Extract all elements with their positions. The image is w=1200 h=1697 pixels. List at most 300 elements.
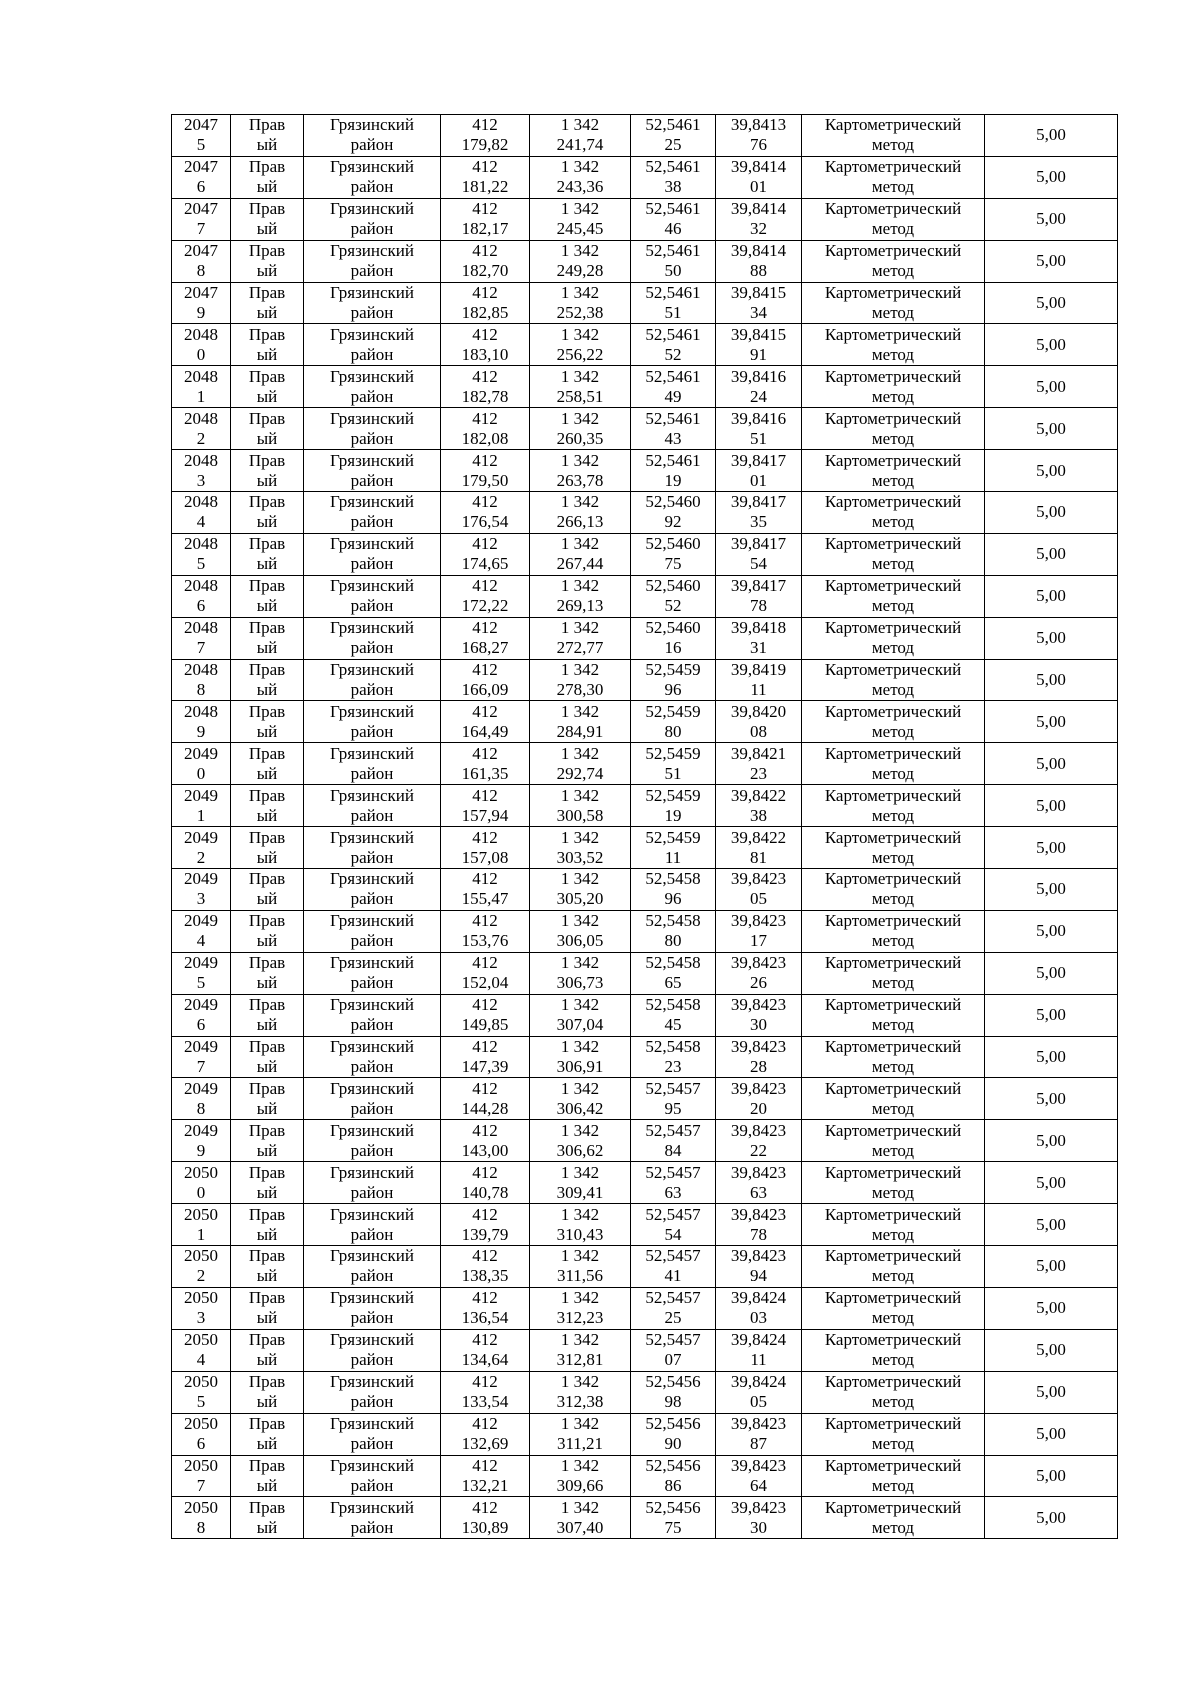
accuracy-cell: 5,00 <box>985 198 1118 240</box>
point-number-cell-line: 4 <box>196 1350 206 1370</box>
longitude-cell-line: 39,8415 <box>730 324 787 344</box>
bank-side-cell <box>231 366 304 408</box>
coordinate-x-cell <box>441 743 530 785</box>
method-cell-line: метод <box>871 428 915 448</box>
longitude-cell-line: 11 <box>750 1350 767 1370</box>
district-cell-line: район <box>350 763 394 783</box>
method-cell <box>802 1287 985 1329</box>
longitude-cell-line: 26 <box>750 973 767 993</box>
bank-side-cell-line: ый <box>256 1308 278 1328</box>
method-cell-line: Картометрический <box>824 1455 962 1475</box>
district-cell-line: район <box>350 931 394 951</box>
longitude-cell-line: 39,8423 <box>730 1204 787 1224</box>
coordinate-x-cell <box>441 827 530 869</box>
method-cell-line: Картометрический <box>824 534 962 554</box>
longitude-cell-line: 39,8423 <box>730 1078 787 1098</box>
coordinate-y-cell-line: 311,21 <box>556 1434 604 1454</box>
method-cell <box>802 827 985 869</box>
table-row <box>172 533 1118 575</box>
coordinate-x-cell-line: 133,54 <box>461 1392 509 1412</box>
bank-side-cell <box>231 1287 304 1329</box>
latitude-cell <box>631 366 716 408</box>
coordinate-y-cell <box>530 617 631 659</box>
longitude-cell-line: 39,8423 <box>730 1414 787 1434</box>
bank-side-cell-line: ый <box>256 931 278 951</box>
longitude-cell <box>716 827 802 869</box>
coordinate-x-cell-line: 412 <box>472 408 498 428</box>
point-number-cell-line: 6 <box>196 596 206 616</box>
accuracy-cell: 5,00 <box>985 282 1118 324</box>
longitude-cell-line: 39,8423 <box>730 869 787 889</box>
longitude-cell <box>716 785 802 827</box>
coordinate-y-cell-line: 1 342 <box>560 324 600 344</box>
coordinate-x-cell <box>441 1078 530 1120</box>
coordinate-y-cell-line: 1 342 <box>560 743 600 763</box>
method-cell-line: Картометрический <box>824 408 962 428</box>
bank-side-cell <box>231 785 304 827</box>
coordinate-x-cell-line: 412 <box>472 953 498 973</box>
table-row <box>172 827 1118 869</box>
district-cell-line: Грязинский <box>330 1078 414 1098</box>
point-number-cell-line: 2047 <box>184 115 218 135</box>
method-cell-line: Картометрический <box>824 366 962 386</box>
district-cell-line: район <box>350 1475 394 1495</box>
method-cell-line: Картометрический <box>824 576 962 596</box>
method-cell-line: Картометрический <box>824 1120 962 1140</box>
coordinate-y-cell-line: 260,35 <box>556 428 604 448</box>
bank-side-cell-line: ый <box>256 261 278 281</box>
coordinate-y-cell <box>530 1036 631 1078</box>
district-cell <box>304 198 441 240</box>
accuracy-cell: 5,00 <box>985 1413 1118 1455</box>
longitude-cell-line: 39,8423 <box>730 1455 787 1475</box>
coordinate-x-cell <box>441 1120 530 1162</box>
latitude-cell-line: 46 <box>664 219 682 239</box>
point-number-cell-line: 2 <box>196 1266 206 1286</box>
bank-side-cell-line: ый <box>256 680 278 700</box>
longitude-cell-line: 39,8423 <box>730 1162 787 1182</box>
bank-side-cell-line: ый <box>256 1098 278 1118</box>
longitude-cell-line: 78 <box>750 1224 767 1244</box>
coordinate-y-cell-line: 1 342 <box>560 283 600 302</box>
coordinate-y-cell-line: 1 342 <box>560 115 600 135</box>
point-number-cell-line: 0 <box>196 344 206 364</box>
district-cell-line: Грязинский <box>330 827 414 847</box>
method-cell <box>802 659 985 701</box>
district-cell-line: район <box>350 889 394 909</box>
accuracy-cell: 5,00 <box>985 575 1118 617</box>
point-number-cell <box>172 450 231 492</box>
accuracy-cell: 5,00 <box>985 366 1118 408</box>
table-row <box>172 282 1118 324</box>
district-cell-line: Грязинский <box>330 1372 414 1392</box>
coordinate-x-cell <box>441 617 530 659</box>
bank-side-cell-line: ый <box>256 177 278 197</box>
district-cell <box>304 366 441 408</box>
district-cell-line: район <box>350 973 394 993</box>
method-cell-line: Картометрический <box>824 450 962 470</box>
latitude-cell-line: 19 <box>664 805 682 825</box>
longitude-cell-line: 34 <box>750 303 767 322</box>
coordinate-x-cell-line: 412 <box>472 1078 498 1098</box>
district-cell <box>304 240 441 282</box>
point-number-cell-line: 2048 <box>184 450 218 470</box>
bank-side-cell-line: Прав <box>248 115 286 135</box>
latitude-cell-line: 52,5456 <box>645 1414 701 1434</box>
coordinate-x-cell-line: 412 <box>472 576 498 596</box>
method-cell-line: метод <box>871 1015 915 1035</box>
point-number-cell-line: 5 <box>196 973 206 993</box>
latitude-cell-line: 49 <box>664 386 682 406</box>
coordinate-y-cell-line: 1 342 <box>560 450 600 470</box>
bank-side-cell <box>231 1120 304 1162</box>
method-cell <box>802 282 985 324</box>
bank-side-cell-line: Прав <box>248 366 286 386</box>
point-number-cell-line: 2047 <box>184 283 218 302</box>
bank-side-cell-line: ый <box>256 1266 278 1286</box>
coordinate-y-cell-line: 1 342 <box>560 492 600 512</box>
point-number-cell-line: 2048 <box>184 660 218 680</box>
district-cell-line: Грязинский <box>330 995 414 1015</box>
coordinate-x-cell-line: 412 <box>472 450 498 470</box>
coordinate-x-cell-line: 182,70 <box>461 261 509 281</box>
coordinate-y-cell-line: 309,66 <box>556 1475 604 1495</box>
method-cell <box>802 701 985 743</box>
point-number-cell-line: 4 <box>196 512 206 532</box>
method-cell-line: Картометрический <box>824 1078 962 1098</box>
district-cell-line: район <box>350 638 394 658</box>
latitude-cell-line: 52,5459 <box>645 660 701 680</box>
coordinate-y-cell <box>530 952 631 994</box>
coordinate-x-cell-line: 412 <box>472 1037 498 1057</box>
longitude-cell-line: 91 <box>750 344 767 364</box>
bank-side-cell <box>231 827 304 869</box>
longitude-cell-line: 76 <box>750 135 767 155</box>
method-cell-line: метод <box>871 1308 915 1328</box>
method-cell-line: Картометрический <box>824 911 962 931</box>
longitude-cell-line: 39,8420 <box>730 701 787 721</box>
bank-side-cell <box>231 910 304 952</box>
latitude-cell <box>631 492 716 534</box>
point-number-cell-line: 9 <box>196 303 206 322</box>
accuracy-cell: 5,00 <box>985 869 1118 911</box>
bank-side-cell-line: ый <box>256 1350 278 1370</box>
coordinate-y-cell-line: 1 342 <box>560 1455 600 1475</box>
latitude-cell <box>631 617 716 659</box>
longitude-cell <box>716 1078 802 1120</box>
latitude-cell <box>631 1078 716 1120</box>
coordinate-y-cell-line: 1 342 <box>560 911 600 931</box>
accuracy-cell: 5,00 <box>985 701 1118 743</box>
coordinate-y-cell-line: 1 342 <box>560 1037 600 1057</box>
district-cell <box>304 1371 441 1413</box>
coordinate-y-cell-line: 306,62 <box>556 1140 604 1160</box>
latitude-cell-line: 52,5458 <box>645 1037 701 1057</box>
district-cell <box>304 450 441 492</box>
longitude-cell-line: 39,8417 <box>730 450 787 470</box>
coordinate-y-cell-line: 1 342 <box>560 827 600 847</box>
method-cell-line: метод <box>871 219 915 239</box>
coordinate-x-cell <box>441 952 530 994</box>
district-cell <box>304 575 441 617</box>
coordinate-x-cell-line: 157,94 <box>461 805 509 825</box>
point-number-cell <box>172 617 231 659</box>
coordinate-x-cell <box>441 533 530 575</box>
method-cell <box>802 1120 985 1162</box>
longitude-cell-line: 24 <box>750 386 767 406</box>
bank-side-cell-line: ый <box>256 470 278 490</box>
coordinate-y-cell <box>530 1287 631 1329</box>
table-row <box>172 952 1118 994</box>
point-number-cell-line: 9 <box>196 721 206 741</box>
bank-side-cell-line: Прав <box>248 1414 286 1434</box>
coordinate-y-cell-line: 300,58 <box>556 805 604 825</box>
longitude-cell-line: 39,8423 <box>730 953 787 973</box>
coordinate-x-cell-line: 136,54 <box>461 1308 509 1328</box>
district-cell-line: район <box>350 680 394 700</box>
method-cell <box>802 450 985 492</box>
latitude-cell-line: 38 <box>664 177 682 197</box>
coordinate-x-cell-line: 168,27 <box>461 638 509 658</box>
bank-side-cell <box>231 450 304 492</box>
district-cell-line: район <box>350 344 394 364</box>
district-cell-line: Грязинский <box>330 450 414 470</box>
coordinate-x-cell <box>441 659 530 701</box>
district-cell-line: район <box>350 303 394 322</box>
latitude-cell-line: 45 <box>664 1015 682 1035</box>
coordinate-x-cell-line: 152,04 <box>461 973 509 993</box>
accuracy-cell: 5,00 <box>985 910 1118 952</box>
method-cell-line: Картометрический <box>824 785 962 805</box>
longitude-cell <box>716 1371 802 1413</box>
coordinate-y-cell <box>530 115 631 157</box>
coordinate-y-cell-line: 1 342 <box>560 241 600 261</box>
coordinate-x-cell-line: 412 <box>472 1497 498 1517</box>
method-cell-line: Картометрический <box>824 953 962 973</box>
longitude-cell-line: 94 <box>750 1266 767 1286</box>
bank-side-cell-line: Прав <box>248 743 286 763</box>
point-number-cell <box>172 408 231 450</box>
method-cell-line: метод <box>871 1057 915 1077</box>
bank-side-cell <box>231 1371 304 1413</box>
coordinate-x-cell <box>441 240 530 282</box>
district-cell <box>304 1413 441 1455</box>
bank-side-cell-line: ый <box>256 344 278 364</box>
table-row <box>172 910 1118 952</box>
coordinate-y-cell-line: 1 342 <box>560 1246 600 1266</box>
method-cell <box>802 869 985 911</box>
district-cell-line: район <box>350 805 394 825</box>
point-number-cell <box>172 1371 231 1413</box>
latitude-cell-line: 51 <box>664 303 682 322</box>
latitude-cell-line: 52,5457 <box>645 1162 701 1182</box>
latitude-cell-line: 52,5461 <box>645 450 701 470</box>
longitude-cell <box>716 659 802 701</box>
latitude-cell <box>631 869 716 911</box>
coordinate-x-cell-line: 155,47 <box>461 889 509 909</box>
coordinate-x-cell-line: 164,49 <box>461 721 509 741</box>
accuracy-cell: 5,00 <box>985 450 1118 492</box>
longitude-cell <box>716 408 802 450</box>
coordinate-x-cell-line: 182,78 <box>461 386 509 406</box>
accuracy-cell: 5,00 <box>985 240 1118 282</box>
coordinate-x-cell <box>441 1036 530 1078</box>
district-cell <box>304 156 441 198</box>
point-number-cell-line: 8 <box>196 680 206 700</box>
coordinate-x-cell <box>441 408 530 450</box>
coordinate-x-cell <box>441 1246 530 1288</box>
longitude-cell-line: 39,8423 <box>730 1120 787 1140</box>
district-cell-line: Грязинский <box>330 324 414 344</box>
method-cell <box>802 743 985 785</box>
point-number-cell-line: 2049 <box>184 1120 218 1140</box>
method-cell <box>802 1497 985 1539</box>
point-number-cell-line: 8 <box>196 261 206 281</box>
district-cell-line: Грязинский <box>330 1120 414 1140</box>
coordinate-y-cell <box>530 659 631 701</box>
method-cell <box>802 366 985 408</box>
coordinate-x-cell-line: 412 <box>472 743 498 763</box>
method-cell <box>802 1246 985 1288</box>
bank-side-cell-line: Прав <box>248 199 286 219</box>
coordinate-x-cell-line: 134,64 <box>461 1350 509 1370</box>
district-cell-line: Грязинский <box>330 1037 414 1057</box>
coordinate-x-cell-line: 412 <box>472 324 498 344</box>
latitude-cell <box>631 1162 716 1204</box>
point-number-cell <box>172 1455 231 1497</box>
longitude-cell-line: 88 <box>750 261 767 281</box>
district-cell <box>304 1455 441 1497</box>
latitude-cell <box>631 1329 716 1371</box>
district-cell-line: Грязинский <box>330 1497 414 1517</box>
method-cell <box>802 1371 985 1413</box>
latitude-cell-line: 52,5457 <box>645 1120 701 1140</box>
coordinate-y-cell <box>530 1120 631 1162</box>
point-number-cell-line: 2048 <box>184 534 218 554</box>
latitude-cell-line: 86 <box>664 1475 682 1495</box>
coordinate-x-cell <box>441 282 530 324</box>
coordinate-y-cell <box>530 827 631 869</box>
latitude-cell-line: 52,5459 <box>645 785 701 805</box>
coordinate-x-cell-line: 179,82 <box>461 135 509 155</box>
method-cell-line: метод <box>871 805 915 825</box>
bank-side-cell-line: ый <box>256 1057 278 1077</box>
coordinate-y-cell <box>530 1497 631 1539</box>
bank-side-cell <box>231 533 304 575</box>
point-number-cell <box>172 869 231 911</box>
district-cell-line: Грязинский <box>330 366 414 386</box>
method-cell-line: метод <box>871 344 915 364</box>
bank-side-cell-line: ый <box>256 1475 278 1495</box>
district-cell <box>304 701 441 743</box>
coordinate-x-cell-line: 412 <box>472 199 498 219</box>
bank-side-cell-line: Прав <box>248 241 286 261</box>
longitude-cell-line: 78 <box>750 596 767 616</box>
table-row <box>172 1413 1118 1455</box>
method-cell-line: метод <box>871 1224 915 1244</box>
longitude-cell-line: 39,8421 <box>730 743 787 763</box>
coordinate-x-cell <box>441 366 530 408</box>
point-number-cell-line: 2049 <box>184 1037 218 1057</box>
bank-side-cell <box>231 1329 304 1371</box>
latitude-cell-line: 52,5461 <box>645 408 701 428</box>
bank-side-cell-line: ый <box>256 1182 278 1202</box>
table-row <box>172 366 1118 408</box>
bank-side-cell-line: ый <box>256 721 278 741</box>
latitude-cell <box>631 115 716 157</box>
latitude-cell-line: 63 <box>664 1182 682 1202</box>
method-cell <box>802 994 985 1036</box>
bank-side-cell-line: ый <box>256 1434 278 1454</box>
point-number-cell <box>172 701 231 743</box>
longitude-cell-line: 39,8414 <box>730 199 787 219</box>
longitude-cell <box>716 910 802 952</box>
latitude-cell-line: 52,5460 <box>645 492 701 512</box>
method-cell-line: метод <box>871 1098 915 1118</box>
district-cell-line: район <box>350 1434 394 1454</box>
latitude-cell-line: 80 <box>664 931 682 951</box>
method-cell-line: метод <box>871 721 915 741</box>
point-number-cell-line: 2047 <box>184 157 218 177</box>
method-cell-line: Картометрический <box>824 1204 962 1224</box>
district-cell <box>304 910 441 952</box>
district-cell-line: Грязинский <box>330 408 414 428</box>
longitude-cell-line: 01 <box>750 470 767 490</box>
accuracy-cell: 5,00 <box>985 324 1118 366</box>
district-cell <box>304 617 441 659</box>
longitude-cell-line: 30 <box>750 1517 767 1537</box>
accuracy-cell: 5,00 <box>985 1036 1118 1078</box>
district-cell-line: Грязинский <box>330 115 414 135</box>
longitude-cell-line: 39,8416 <box>730 408 787 428</box>
method-cell-line: метод <box>871 931 915 951</box>
coordinate-y-cell <box>530 1204 631 1246</box>
latitude-cell-line: 25 <box>664 1308 682 1328</box>
coordinate-y-cell-line: 269,13 <box>556 596 604 616</box>
coordinate-y-cell-line: 1 342 <box>560 1120 600 1140</box>
point-number-cell-line: 2049 <box>184 869 218 889</box>
latitude-cell <box>631 1371 716 1413</box>
coordinate-y-cell <box>530 1413 631 1455</box>
coordinate-x-cell <box>441 575 530 617</box>
coordinate-x-cell <box>441 1413 530 1455</box>
district-cell-line: Грязинский <box>330 911 414 931</box>
bank-side-cell-line: ый <box>256 428 278 448</box>
district-cell-line: Грязинский <box>330 199 414 219</box>
coordinate-y-cell <box>530 701 631 743</box>
longitude-cell-line: 05 <box>750 1392 767 1412</box>
district-cell <box>304 533 441 575</box>
longitude-cell <box>716 1329 802 1371</box>
method-cell <box>802 1413 985 1455</box>
latitude-cell-line: 52,5457 <box>645 1288 701 1308</box>
point-number-cell <box>172 1036 231 1078</box>
method-cell <box>802 575 985 617</box>
latitude-cell <box>631 575 716 617</box>
accuracy-cell: 5,00 <box>985 827 1118 869</box>
latitude-cell-line: 52,5461 <box>645 157 701 177</box>
bank-side-cell-line: Прав <box>248 157 286 177</box>
coordinate-x-cell-line: 412 <box>472 1330 498 1350</box>
district-cell-line: район <box>350 261 394 281</box>
bank-side-cell <box>231 1204 304 1246</box>
method-cell <box>802 533 985 575</box>
bank-side-cell-line: ый <box>256 1015 278 1035</box>
district-cell-line: район <box>350 177 394 197</box>
longitude-cell-line: 39,8422 <box>730 827 787 847</box>
point-number-cell <box>172 1078 231 1120</box>
coordinate-y-cell-line: 306,42 <box>556 1098 604 1118</box>
